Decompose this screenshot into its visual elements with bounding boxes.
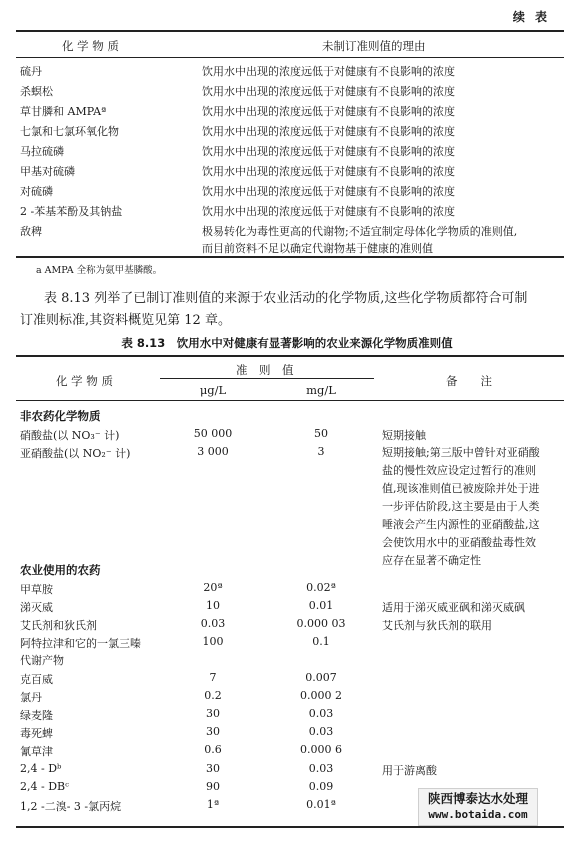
- pesticide-ug: 30: [206, 707, 220, 720]
- nitrite-note-line: 盐的慢性效应设定过暂行的准则: [382, 464, 536, 477]
- pesticide-mg: 0.09: [308, 780, 334, 793]
- pesticide-mg: 0.000 03: [296, 617, 346, 630]
- watermark-url: www.botaida.com: [428, 808, 528, 821]
- nitrite-mg: 3: [317, 445, 325, 458]
- nitrite-note-line: 短期接触;第三版中曾针对亚硝酸: [382, 446, 540, 459]
- table1-row-reason: 饮用水中出现的浓度远低于对健康有不良影响的浓度: [202, 85, 455, 98]
- pesticide-ug: 90: [206, 780, 220, 793]
- table2-col-ug: μg/L: [199, 383, 227, 397]
- pesticide-name: 阿特拉津和它的一氯三嗪: [20, 637, 141, 650]
- pesticide-ug: 0.6: [204, 743, 222, 756]
- body-paragraph-line-1: 表 8.13 列举了已制订准则值的来源于农业活动的化学物质,这些化学物质都符合可制: [44, 291, 528, 306]
- pesticide-name: 毒死蜱: [20, 727, 53, 740]
- table1-row-substance: 马拉硫磷: [20, 145, 64, 158]
- table1-row-substance: 敌稗: [20, 225, 42, 238]
- pesticide-name: 2,4 - Dᵇ: [20, 762, 62, 775]
- pesticide-name: 1,2 -二溴- 3 -氯丙烷: [20, 800, 122, 813]
- pesticide-ug: 20ª: [203, 581, 223, 594]
- table1-row-reason: 饮用水中出现的浓度远低于对健康有不良影响的浓度: [202, 125, 455, 138]
- section-pesticides: 农业使用的农药: [20, 563, 101, 577]
- pesticide-mg: 0.01: [308, 599, 334, 612]
- table1-row-reason: 极易转化为毒性更高的代谢物;不适宜制定母体化学物质的准则值,: [202, 225, 518, 238]
- body-paragraph-line-2: 订准则标准,其资料概览见第 12 章。: [20, 313, 231, 328]
- nitrite-note-line: 唾液会产生内源性的亚硝酸盐,这: [382, 518, 540, 531]
- pesticide-note: 艾氏剂与狄氏剂的联用: [382, 619, 492, 632]
- nitrite-note-line: 值,现该准则值已被废除并处于进: [382, 482, 540, 495]
- table1-header-rule: [16, 57, 564, 58]
- pesticide-mg: 0.000 6: [300, 743, 342, 756]
- nitrate-ug: 50 000: [193, 427, 233, 440]
- table2-col-substance: 化 学 物 质: [56, 374, 113, 388]
- watermark-logo: [418, 788, 538, 826]
- pesticide-mg: 0.1: [312, 635, 330, 648]
- pesticide-mg: 0.000 2: [300, 689, 342, 702]
- pesticide-ug: 0.2: [204, 689, 222, 702]
- pesticide-name: 涕灭威: [20, 601, 53, 614]
- table1-row-reason: 饮用水中出现的浓度远低于对健康有不良影响的浓度: [202, 105, 455, 118]
- nitrate-name: 硝酸盐(以 NO₃⁻ 计): [20, 429, 120, 442]
- table1-row-substance: 杀螟松: [20, 85, 53, 98]
- pesticide-ug: 30: [206, 762, 220, 775]
- pesticide-name: 绿麦隆: [20, 709, 53, 722]
- table1-row-reason: 饮用水中出现的浓度远低于对健康有不良影响的浓度: [202, 205, 455, 218]
- section-non-pesticide: 非农药化学物质: [20, 409, 101, 423]
- table1-top-rule: [16, 30, 564, 32]
- nitrite-note-line: 一步评估阶段,这主要是由于人类: [382, 500, 540, 513]
- pesticide-ug: 10: [206, 599, 220, 612]
- table1-footnote: a AMPA 全称为氨甲基膦酸。: [36, 265, 163, 276]
- table1-col-substance: 化 学 物 质: [62, 39, 119, 53]
- table1-row-substance: 对硫磷: [20, 185, 53, 198]
- pesticide-name: 克百威: [20, 673, 53, 686]
- table2-guideline-rule: [160, 378, 374, 379]
- table2-caption: 表 8.13 饮用水中对健康有显著影响的农业来源化学物质准则值: [121, 336, 453, 350]
- pesticide-ug: 0.03: [200, 617, 226, 630]
- pesticide-mg: 0.01ª: [306, 798, 336, 811]
- table1-row-substance: 甲基对硫磷: [20, 165, 75, 178]
- nitrate-note: 短期接触: [382, 429, 426, 442]
- pesticide-ug: 100: [202, 635, 224, 648]
- continued-label: 续 表: [512, 10, 550, 24]
- table1-row-reason: 饮用水中出现的浓度远低于对健康有不良影响的浓度: [202, 165, 455, 178]
- table2-col-remarks: 备 注: [446, 374, 492, 388]
- nitrite-name: 亚硝酸盐(以 NO₂⁻ 计): [20, 447, 131, 460]
- nitrite-note-line: 会使饮用水中的亚硝酸盐毒性效: [382, 536, 536, 549]
- pesticide-ug: 1ª: [206, 798, 220, 811]
- pesticide-ug: 30: [206, 725, 220, 738]
- pesticide-mg: 0.02ª: [306, 581, 336, 594]
- pesticide-name: 氯丹: [20, 691, 42, 704]
- table2-bottom-rule: [16, 826, 564, 828]
- table2-col-guideline: 准 则 值: [236, 363, 294, 377]
- pesticide-name-cont: 代谢产物: [20, 654, 64, 667]
- table1-row-reason: 饮用水中出现的浓度远低于对健康有不良影响的浓度: [202, 65, 455, 78]
- pesticide-ug: 7: [209, 671, 217, 684]
- table1-row-substance: 七氯和七氯环氧化物: [20, 125, 119, 138]
- table1-col-reason: 未制订准则值的理由: [322, 39, 426, 53]
- table1-row-substance: 硫丹: [20, 65, 42, 78]
- nitrite-note: [382, 444, 560, 570]
- pesticide-name: 甲草胺: [20, 583, 53, 596]
- table2-col-mg: mg/L: [306, 383, 336, 397]
- table1-row-reason: 饮用水中出现的浓度远低于对健康有不良影响的浓度: [202, 145, 455, 158]
- watermark-company: 陕西博泰达水处理: [427, 791, 528, 806]
- pesticide-mg: 0.007: [305, 671, 337, 684]
- table1-bottom-rule: [16, 256, 564, 258]
- pesticide-name: 2,4 - DBᶜ: [20, 780, 69, 793]
- table1-row-substance: 草甘膦和 AMPAª: [20, 105, 107, 118]
- pesticide-name: 氰草津: [20, 745, 53, 758]
- pesticide-note: 用于游离酸: [382, 764, 437, 777]
- nitrite-ug: 3 000: [197, 445, 229, 458]
- pesticide-note: 适用于涕灭威亚砜和涕灭威砜: [382, 601, 525, 614]
- table1-row-substance: 2 -苯基苯酚及其钠盐: [20, 205, 123, 218]
- nitrite-note-line: 应存在显著不确定性: [382, 554, 481, 567]
- pesticide-mg: 0.03: [308, 707, 334, 720]
- table2-header-rule: [16, 400, 564, 401]
- nitrate-mg: 50: [314, 427, 328, 440]
- table2-top-rule: [16, 355, 564, 357]
- pesticide-mg: 0.03: [308, 725, 334, 738]
- table1-row-reason: 饮用水中出现的浓度远低于对健康有不良影响的浓度: [202, 185, 455, 198]
- table1-row-reason-cont: 而目前资料不足以确定代谢物基于健康的准则值: [202, 242, 433, 255]
- pesticide-name: 艾氏剂和狄氏剂: [20, 619, 97, 632]
- pesticide-mg: 0.03: [308, 762, 334, 775]
